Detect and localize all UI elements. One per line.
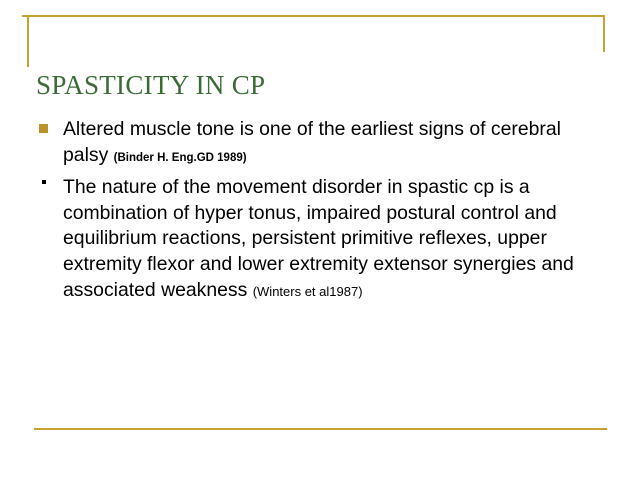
square-bullet-icon (39, 124, 48, 133)
top-rule-decoration (22, 15, 605, 17)
left-rule-decoration (27, 15, 29, 67)
bullet-text: The nature of the movement disorder in spastic cp is a combination of hyper tonus, impaired postural control and equilibrium reactions, persistent primitive reflexes, upper extremity flexor and lower extremity extensor synergies and associated weakness (63, 176, 574, 301)
right-rule-decoration (603, 15, 605, 52)
bullet-item-muscle-tone (38, 117, 598, 171)
bottom-rule-decoration (34, 428, 607, 430)
slide-title: SPASTICITY IN CP (36, 70, 266, 100)
bullet-text: Altered muscle tone is one of the earliest signs of cerebral palsy (63, 118, 561, 166)
dot-bullet-icon (42, 180, 46, 184)
citation: (Winters et al1987) (252, 283, 363, 299)
bullet-item-movement-disorder (38, 175, 598, 304)
bullet-list (38, 117, 598, 304)
citation: (Binder H. Eng.GD 1989) (113, 151, 247, 164)
